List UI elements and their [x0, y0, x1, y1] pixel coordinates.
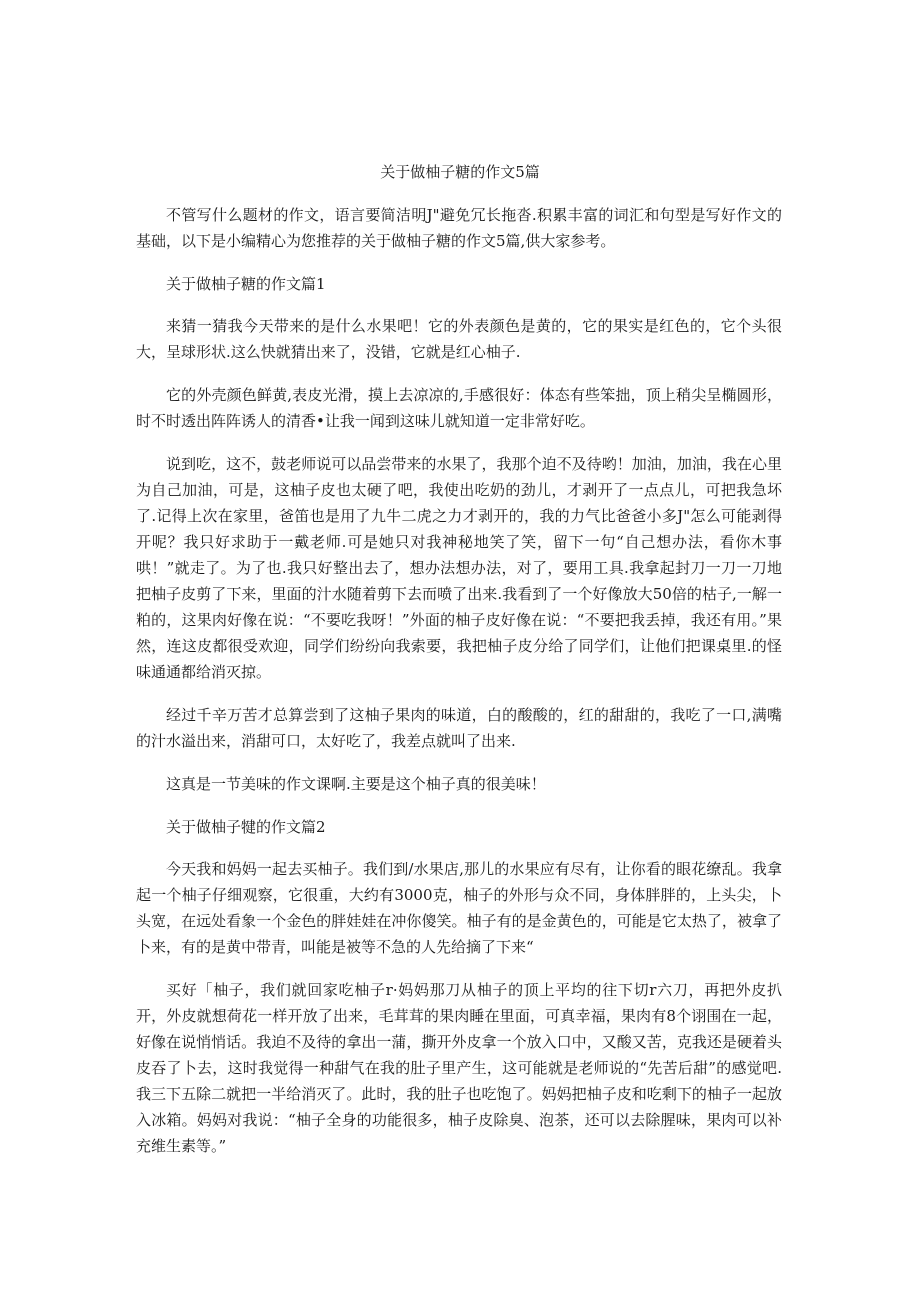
- paragraph: 买好「柚子，我们就回家吃柚子r·妈妈那刀从柚子的顶上平均的往下切r六刀，再把外皮扒开，外皮就想荷花一样开放了出来，毛茸茸的果肉睡在里面，可真幸福，果肉有8个诩围在一起，好像在说悄悄话。我迫不及待的拿出一蒲，撕开外皮拿一个放入口中，又酸又苦，克我还是硬着头皮吞了卜去，这时我觉得一种甜气在我的肚子里产生，这可能就是老师说的“先苦后甜”的感觉吧.我三下五除二就把一半给消灭了。此时，我的肚子也吃饱了。妈妈把柚子皮和吃剩下的柚子一起放入冰箱。妈妈对我说：“柚子全身的功能很多，柚子皮除臭、泡茶，还可以去除腥味，果肉可以补充维生素等。”: [136, 981, 782, 1155]
- section-heading-1: 关于做柚子糖的作文篇1: [166, 275, 326, 293]
- paragraph: 今天我和妈妈一起去买柚子。我们到/水果店,那儿的水果应有尽有，让你看的眼花缭乱。我拿起一个柚子仔细观察，它很重，大约有3000克，柚子的外形与众不同，身体胖胖的，上头尖，卜头宽，在远处看象一个金色的胖娃娃在冲你傻笑。柚子有的是金黄色的，可能是它太热了，被拿了卜来，有的是黄中带青，叫能是被等不急的人先给摘了下来“: [136, 860, 782, 956]
- intro-paragraph: 不管写什么题材的作文，语言要简洁明J"避免冗长拖沓.积累丰富的词汇和句型是写好作文的基础，以下是小编精心为您推荐的关于做柚子糖的作文5篇,供大家参考。: [136, 206, 782, 250]
- document-title: 关于做柚子糖的作文5篇: [380, 163, 540, 181]
- paragraph: 经过千辛万苦才总算尝到了这柚子果肉的味道，白的酸酸的，红的甜甜的，我吃了一口,满嘴的汁水溢出来，消甜可口，太好吃了，我差点就叫了出来.: [136, 706, 782, 750]
- section-heading-2: 关于做柚子犍的作文篇2: [166, 818, 326, 836]
- document-body: [136, 202, 782, 1176]
- paragraph: 说到吃，这不，鼓老师说可以品尝带来的水果了，我那个迫不及待哟！加油，加油，我在心里为自己加油，可是，这柚子皮也太硬了吧，我使出吃奶的劲儿，才剥开了一点点儿，可把我急坏了.记得上次在家里，爸笛也是用了九牛二虎之力才剥开的，我的力气比爸爸小多J"怎么可能剥得开呢？我只好求助于一戴老师.可是她只对我神秘地笑了笑，留下一句“自己想办法，看你木事哄！”就走了。为了也.我只好整出去了，想办法想办法，对了，要用工具.我拿起封刀一刀一刀地把柚子皮剪了下来，里面的汁水随着剪下去而喷了出来.我看到了一个好像放大50倍的枯子,一解一粕的，这果肉好像在说：“不要吃我呀！”外面的柚子皮好像在说：“不要把我丢掉，我还有用。”果然，连这皮都很受欢迎，同学们纷纷向我索要，我把柚子皮分给了同学们，让他们把课桌里.的怪味通通都给消灭掠。: [136, 455, 782, 681]
- paragraph: 它的外壳颜色鲜黄,表皮光滑，摸上去凉凉的,手感很好：体态有些笨拙，顶上稍尖呈椭圆形，时不时透出阵阵诱人的清香•让我一闻到这味儿就知道一定非常好吃。: [136, 386, 782, 430]
- paragraph: 来猜一猜我今天带来的是什么水果吧！它的外表颜色是黄的，它的果实是红色的，它个头很大，呈球形状.这么快就猜出来了，没错，它就是红心柚子.: [136, 317, 782, 361]
- paragraph: 这真是一节美味的作文课啊.主要是这个柚子真的很美味！: [166, 775, 546, 793]
